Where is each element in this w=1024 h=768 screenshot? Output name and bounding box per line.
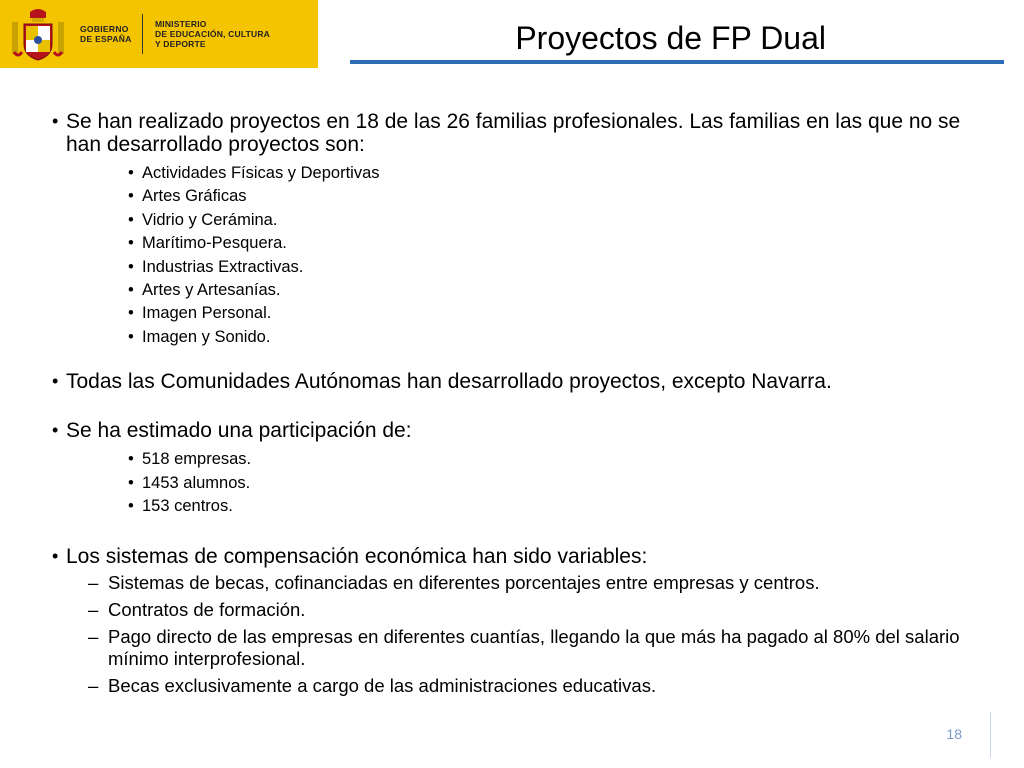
list-item: • Artes y Artesanías. — [56, 279, 976, 302]
participation-list — [56, 448, 976, 518]
list-item: • Vidrio y Cerámina. — [56, 209, 976, 232]
bullet-communities: • Todas las Comunidades Autónomas han desarrollado proyectos, excepto Navarra. — [56, 370, 976, 393]
list-item: • Imagen Personal. — [56, 302, 976, 325]
list-item: • 518 empresas. — [56, 448, 976, 471]
slide-title: Proyectos de FP Dual — [515, 20, 826, 56]
list-item: – Pago directo de las empresas en diferentes cuantías, llegando la que más ha pagado al 80% del salario mínimo interprofesional. — [56, 626, 976, 670]
logo-divider — [142, 14, 143, 54]
bullet-participation: • Se ha estimado una participación de: — [56, 419, 976, 442]
list-item: • Artes Gráficas — [56, 185, 976, 208]
list-item: • Industrias Extractivas. — [56, 256, 976, 279]
bullet-families: • Se han realizado proyectos en 18 de las 26 familias profesionales. Las familias en las que no se han desarrollado proyectos son: — [56, 110, 976, 156]
list-item: • 1453 alumnos. — [56, 472, 976, 495]
page-number: 18 — [946, 726, 962, 742]
list-item: – Contratos de formación. — [56, 599, 976, 621]
bullet-compensation: • Los sistemas de compensación económica han sido variables: — [56, 545, 976, 568]
government-logo — [0, 0, 318, 68]
coat-of-arms-icon — [10, 6, 66, 62]
slide-content — [56, 110, 976, 702]
page-number-divider — [990, 712, 991, 758]
government-label: GOBIERNO DE ESPAÑA — [80, 24, 132, 44]
families-list — [56, 162, 976, 349]
list-item: • Actividades Físicas y Deportivas — [56, 162, 976, 185]
compensation-list — [56, 572, 976, 697]
ministry-label: MINISTERIO DE EDUCACIÓN, CULTURA Y DEPORTE — [155, 19, 271, 49]
list-item: – Sistemas de becas, cofinanciadas en diferentes porcentajes entre empresas y centros. — [56, 572, 976, 594]
list-item: – Becas exclusivamente a cargo de las administraciones educativas. — [56, 675, 976, 697]
list-item: • 153 centros. — [56, 495, 976, 518]
title-underline — [350, 60, 1004, 64]
list-item: • Marítimo-Pesquera. — [56, 232, 976, 255]
list-item: • Imagen y Sonido. — [56, 326, 976, 349]
